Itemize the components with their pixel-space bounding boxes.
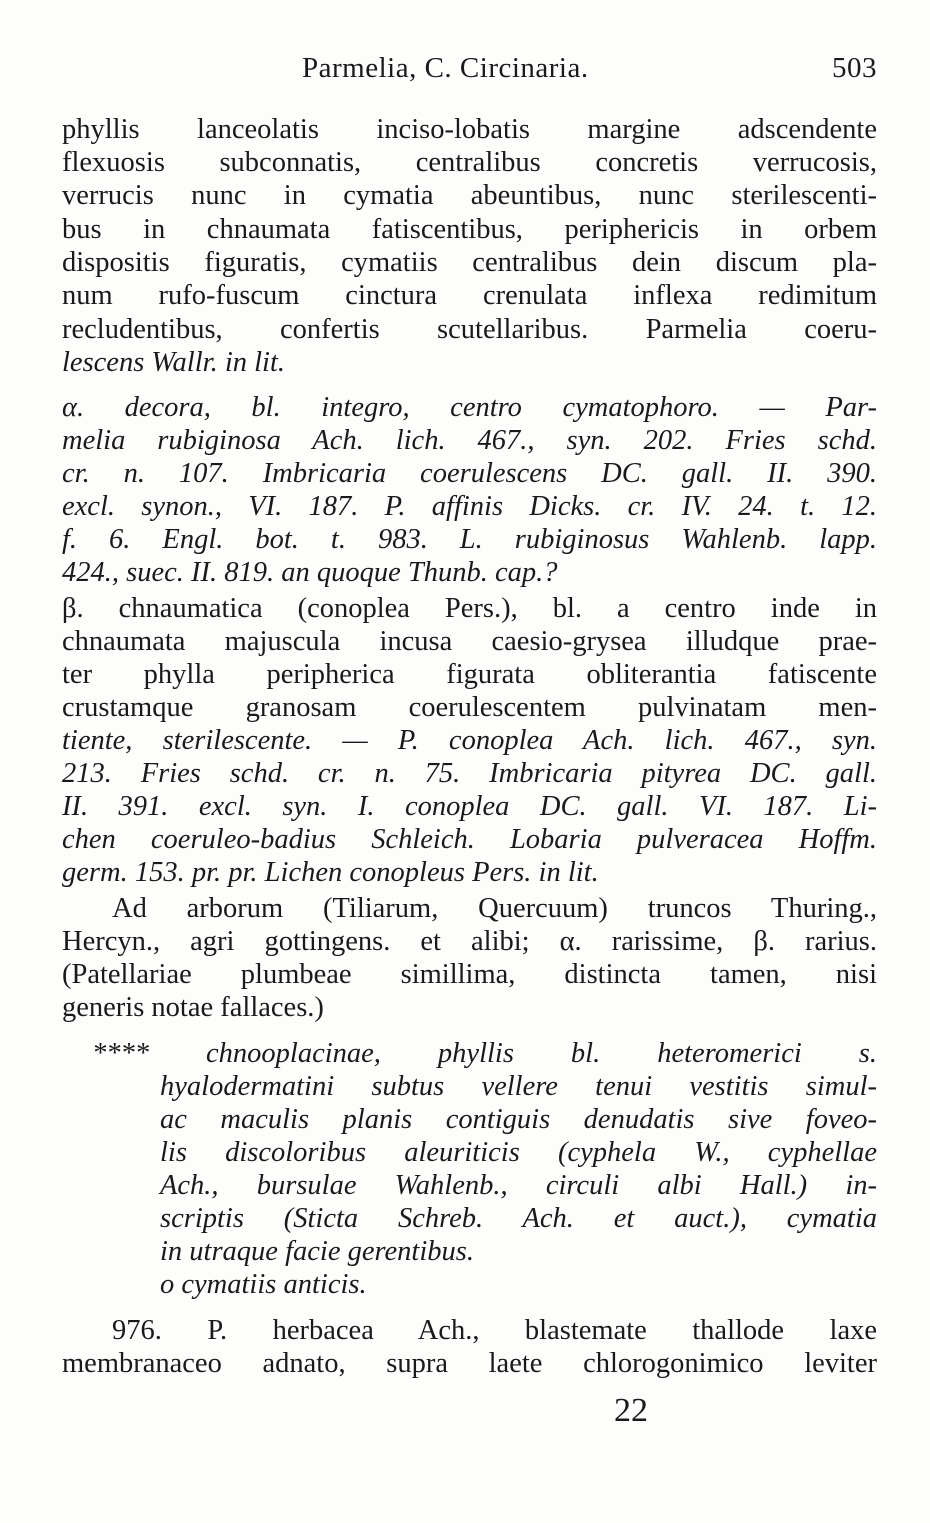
- text-line: dispositis figuratis, cymatiis centralibus dein discum pla-: [62, 247, 877, 278]
- text-line: num rufo-fuscum cinctura crenulata inflexa redimitum: [62, 280, 877, 311]
- text-line: cr. n. 107. Imbricaria coerulescens DC. gall. II. 390.: [62, 458, 877, 489]
- text-line: chen coeruleo-badius Schleich. Lobaria pulveracea Hoffm.: [62, 824, 877, 855]
- text-line: β. chnaumatica (conoplea Pers.), bl. a centro inde in: [62, 593, 877, 624]
- page-number: 503: [832, 52, 877, 84]
- text-line: ac maculis planis contiguis denudatis sive foveo-: [160, 1104, 877, 1135]
- text-line: lescens Wallr. in lit.: [62, 347, 285, 378]
- text-line: scriptis (Sticta Schreb. Ach. et auct.), cymatia: [160, 1203, 877, 1234]
- text-line: flexuosis subconnatis, centralibus concretis verrucosis,: [62, 147, 877, 178]
- text-line: in utraque facie gerentibus.: [160, 1236, 474, 1267]
- text-line: verrucis nunc in cymatia abeuntibus, nunc sterilescenti-: [62, 180, 877, 211]
- signature-mark: 22: [614, 1392, 648, 1429]
- text-line: lis discoloribus aleuriticis (cyphela W., cyphellae: [160, 1137, 877, 1168]
- text-line: (Patellariae plumbeae simillima, distincta tamen, nisi: [62, 959, 877, 990]
- text-line: Ach., bursulae Wahlenb., circuli albi Hall.) in-: [160, 1170, 877, 1201]
- text-line: phyllis lanceolatis inciso-lobatis margine adscendente: [62, 114, 877, 145]
- text-line: recludentibus, confertis scutellaribus. Parmelia coeru-: [62, 314, 877, 345]
- text-line: melia rubiginosa Ach. lich. 467., syn. 202. Fries schd.: [62, 425, 877, 456]
- text-line: germ. 153. pr. pr. Lichen conopleus Pers. in lit.: [62, 857, 599, 888]
- text-line: ter phylla peripherica figurata obliterantia fatiscente: [62, 659, 877, 690]
- text-line: Hercyn., agri gottingens. et alibi; α. rarissime, β. rarius.: [62, 926, 877, 957]
- text-line: Ad arborum (Tiliarum, Quercuum) truncos Thuring.,: [112, 893, 877, 924]
- running-header: [62, 52, 877, 92]
- text-line: hyalodermatini subtus vellere tenui vestitis simul-: [160, 1071, 877, 1102]
- text-line: o cymatiis anticis.: [160, 1269, 367, 1300]
- text-line: bus in chnaumata fatiscentibus, periphericis in orbem: [62, 214, 877, 245]
- text-line: excl. synon., VI. 187. P. affinis Dicks. cr. IV. 24. t. 12.: [62, 491, 877, 522]
- text-line: 976. P. herbacea Ach., blastemate thallode laxe: [112, 1315, 877, 1346]
- text-line: tiente, sterilescente. — P. conoplea Ach. lich. 467., syn.: [62, 725, 877, 756]
- text-line: 213. Fries schd. cr. n. 75. Imbricaria pityrea DC. gall.: [62, 758, 877, 789]
- text-line: chnaumata majuscula incusa caesio-grysea illudque prae-: [62, 626, 877, 657]
- text-line: II. 391. excl. syn. I. conoplea DC. gall. VI. 187. Li-: [62, 791, 877, 822]
- text-line: f. 6. Engl. bot. t. 983. L. rubiginosus Wahlenb. lapp.: [62, 524, 877, 555]
- text-line: generis notae fallaces.): [62, 992, 324, 1023]
- text-line: **** chnooplacinae, phyllis bl. heteromerici s.: [92, 1038, 877, 1069]
- text-line: α. decora, bl. integro, centro cymatophoro. — Par-: [62, 392, 877, 423]
- text-line: membranaceo adnato, supra laete chlorogonimico leviter: [62, 1348, 877, 1379]
- running-title: Parmelia, C. Circinaria.: [302, 52, 589, 84]
- text-line: crustamque granosam coerulescentem pulvinatam men-: [62, 692, 877, 723]
- text-line: 424., suec. II. 819. an quoque Thunb. cap.?: [62, 557, 558, 588]
